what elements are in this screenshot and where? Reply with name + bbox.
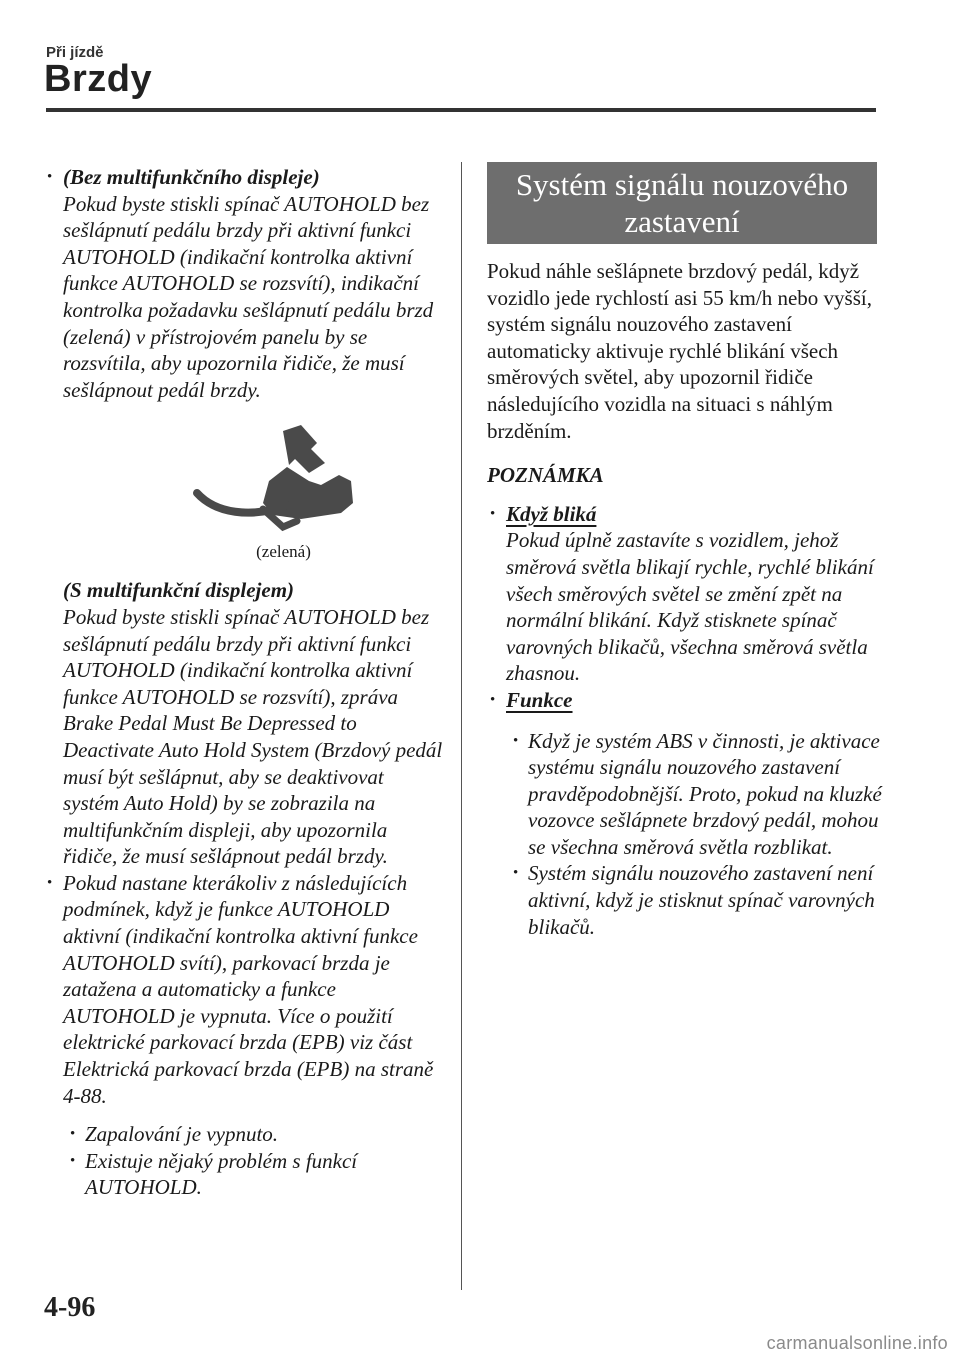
bullet: • [513, 865, 519, 882]
item-title: (Bez multifunkčního displeje) [63, 165, 320, 189]
column-divider [461, 162, 462, 1290]
watermark: carmanualsonline.info [766, 1333, 948, 1353]
item-title: (S multifunkční displejem) [63, 578, 295, 603]
right-column [487, 258, 882, 940]
sub-item-text: Zapalování je vypnuto. [85, 1122, 279, 1147]
bullet: • [70, 1152, 76, 1169]
note-item [487, 687, 882, 714]
sub-item-text: Systém signálu nouzového zastavení není aktivní, když je stisknut spínač varovných blikačů. [528, 861, 875, 939]
page-title: Brzdy [44, 58, 153, 100]
bullet: • [490, 691, 496, 708]
left-column [44, 164, 444, 1201]
bullet: • [70, 1126, 76, 1143]
bullet: • [47, 169, 53, 185]
list-item [44, 164, 444, 870]
sub-list-item [62, 1121, 444, 1148]
note-title: POZNÁMKA [487, 463, 604, 488]
item-text: Pokud byste stiskli spínač AUTOHOLD bez sešlápnutí pedálu brzdy při aktivní funkci AUTOHOLD (indikační kontrolka aktivní funkce AUTOHOLD se rozsvítí), zpráva Brake Pedal Must Be Depressed to Deactivate Auto Hold System (Brzdový pedál musí být sešlápnut, aby se deaktivovat systém Auto Hold) by se zobrazila na multifunkčním displeji, aby upozornila řidiče, že musí sešlápnout pedál brzdy. [63, 604, 443, 869]
intro-paragraph: Pokud náhle sešlápnete brzdový pedál, když vozidlo jede rychlostí asi 55 km/h nebo vyšší, systém signálu nouzového zastavení automaticky aktivuje rychlé blikání všech směrových světel, aby upozornil řidiče následujícího vozidla na situaci s náhlým brzděním. [487, 259, 872, 443]
bullet: • [513, 732, 519, 749]
list-item [44, 870, 444, 1109]
section-label: Při jízdě [46, 44, 104, 61]
bullet: • [47, 874, 53, 891]
sub-list-item [62, 1148, 444, 1201]
sub-list-item [505, 728, 882, 861]
page-number: 4-96 [44, 1292, 96, 1323]
sub-item-text: Když je systém ABS v činnosti, je aktivace systému signálu nouzového zastavení pravděpodobnější. Proto, pokud na kluzké vozovce sešlápnete brzdový pedál, mohou se všechna směrová světla rozblikat. [528, 728, 882, 859]
sub-list-item [505, 860, 882, 940]
sub-item-text: Existuje nějaký problém s funkcí AUTOHOLD. [85, 1148, 358, 1200]
note-item-title: Když bliká [506, 501, 597, 526]
section-heading: Systém signálu nouzového zastavení [487, 162, 877, 244]
note-item-text: Pokud úplně zastavíte s vozidlem, jehož směrová světla blikají rychle, rychlé blikání všech směrových světel se změní zpět na normální blikání. Když stisknete spínač varovných blikačů, všechna směrová světla zhasnou. [506, 528, 874, 686]
item-text: Pokud byste stiskli spínač AUTOHOLD bez sešlápnutí pedálu brzdy při aktivní funkci AUTOHOLD (indikační kontrolka aktivní funkce AUTOHOLD se rozsvítí), indikační kontrolka požadavku sešlápnutí pedálu brzd (zelená) v přístrojovém panelu by se rozsvítila, aby upozornila řidiče, že musí sešlápnout pedál brzdy. [63, 191, 434, 402]
brake-pedal-indicator-icon [191, 423, 361, 535]
figure-caption: (zelená) [256, 542, 311, 562]
item-text: Pokud nastane kterákoliv z následujících podmínek, když je funkce AUTOHOLD aktivní (indikační kontrolka aktivní funkce AUTOHOLD svítí), parkovací brzda je zatažena a automaticky a funkce AUTOHOLD je vypnuta. Více o použití elektrické parkovací brzda (EPB) viz část Elektrická parkovací brzda (EPB) na straně 4-88. [63, 870, 434, 1108]
note-item-title: Funkce [506, 687, 573, 712]
header-rule [46, 108, 876, 112]
bullet: • [490, 505, 496, 522]
note-item [487, 501, 882, 687]
brake-pedal-figure [63, 423, 444, 563]
